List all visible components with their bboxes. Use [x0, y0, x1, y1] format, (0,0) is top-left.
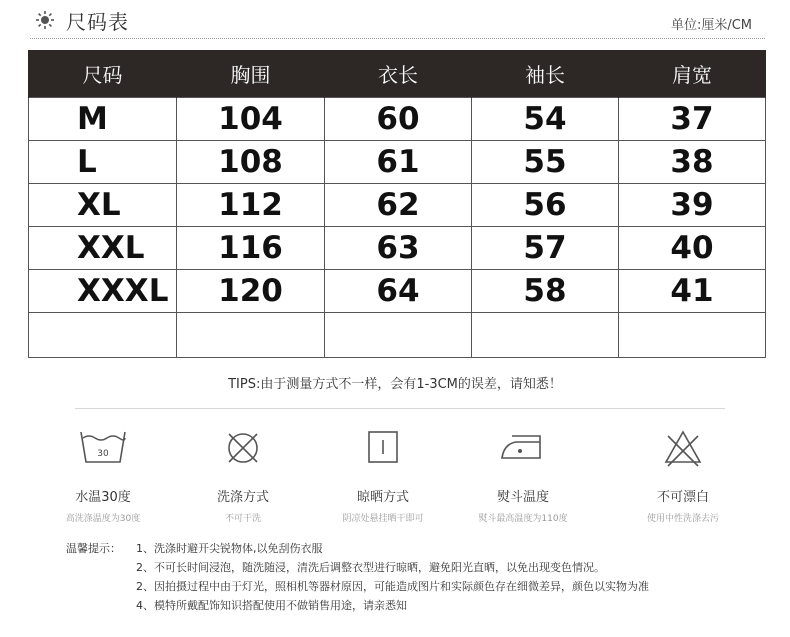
note-line: 1、洗涤时避开尖锐物体,以免刮伤衣服	[136, 542, 323, 555]
length-cell: 61	[325, 141, 472, 184]
svg-text:30: 30	[97, 449, 109, 459]
sun-icon	[36, 11, 54, 29]
chest-cell: 116	[177, 227, 325, 270]
table-header-row	[29, 50, 766, 98]
sleeve-cell: 55	[472, 141, 619, 184]
iron-icon	[498, 426, 548, 470]
sleeve-cell: 56	[472, 184, 619, 227]
sleeve-cell: 54	[472, 98, 619, 141]
empty-cell	[472, 313, 619, 358]
no-bleach-icon	[658, 426, 708, 470]
column-header: 肩宽	[619, 50, 766, 98]
chest-cell: 112	[177, 184, 325, 227]
shoulder-cell: 40	[619, 227, 766, 270]
column-header: 胸围	[177, 50, 325, 98]
chest-cell: 104	[177, 98, 325, 141]
shoulder-cell: 41	[619, 270, 766, 313]
care-desc: 不可干洗	[224, 514, 261, 524]
sleeve-cell: 57	[472, 227, 619, 270]
care-item-wash	[38, 426, 168, 524]
empty-cell	[619, 313, 766, 358]
table-row	[29, 98, 766, 141]
shoulder-cell: 39	[619, 184, 766, 227]
notes-label: 温馨提示：	[66, 542, 121, 555]
chest-cell: 120	[177, 270, 325, 313]
care-name: 不可漂白	[656, 490, 709, 505]
column-header: 尺码	[29, 50, 177, 98]
length-cell: 63	[325, 227, 472, 270]
care-desc: 使用中性洗涤去污	[646, 514, 719, 524]
care-desc: 熨斗最高温度为110度	[478, 514, 568, 524]
column-header: 衣长	[325, 50, 472, 98]
sleeve-cell: 58	[472, 270, 619, 313]
table-row	[29, 270, 766, 313]
wash-30-icon	[78, 426, 128, 470]
care-name: 洗涤方式	[216, 490, 269, 505]
note-line: 2、因拍摄过程中由于灯光，照相机等器材原因，可能造成图片和实际颜色存在细微差异，颜色以实物为准	[136, 580, 649, 593]
page-title: 尺码表	[66, 10, 129, 34]
table-row-empty	[29, 313, 766, 358]
shoulder-cell: 37	[619, 98, 766, 141]
chest-cell: 108	[177, 141, 325, 184]
note-line: 4、模特所戴配饰知识搭配使用不做销售用途，请亲悉知	[136, 599, 407, 612]
care-desc: 高洗涤温度为30度	[65, 514, 141, 524]
size-cell: M	[29, 98, 177, 141]
size-cell: XXXL	[29, 270, 177, 313]
size-cell: XXL	[29, 227, 177, 270]
care-name: 熨斗温度	[496, 490, 549, 505]
care-name: 水温30度	[75, 490, 131, 505]
column-header: 袖长	[472, 50, 619, 98]
dotted-divider	[30, 38, 765, 39]
empty-cell	[325, 313, 472, 358]
empty-cell	[29, 313, 177, 358]
note-line: 2、不可长时间浸泡，随洗随浸，清洗后调整衣型进行晾晒，避免阳光直晒，以免出现变色情况。	[136, 561, 605, 574]
length-cell: 62	[325, 184, 472, 227]
shoulder-cell: 38	[619, 141, 766, 184]
no-dry-clean-icon	[218, 426, 268, 470]
tips-text: TIPS:由于测量方式不一样，会有1-3CM的误差，请知悉！	[228, 377, 562, 392]
table-row	[29, 227, 766, 270]
size-cell: L	[29, 141, 177, 184]
care-item-bleach	[618, 426, 748, 524]
unit-label: 单位:厘米/CM	[670, 18, 752, 33]
length-cell: 60	[325, 98, 472, 141]
table-row	[29, 141, 766, 184]
hang-dry-icon	[358, 426, 408, 470]
section-divider	[75, 408, 725, 409]
table-row	[29, 184, 766, 227]
care-item-drying	[318, 426, 448, 524]
empty-cell	[177, 313, 325, 358]
care-item-iron	[458, 426, 588, 524]
header	[0, 0, 790, 40]
care-desc: 阴凉处悬挂晒干即可	[342, 514, 424, 524]
length-cell: 64	[325, 270, 472, 313]
size-table	[28, 50, 766, 358]
size-cell: XL	[29, 184, 177, 227]
care-item-wash-method	[178, 426, 308, 524]
care-name: 晾晒方式	[356, 490, 409, 505]
